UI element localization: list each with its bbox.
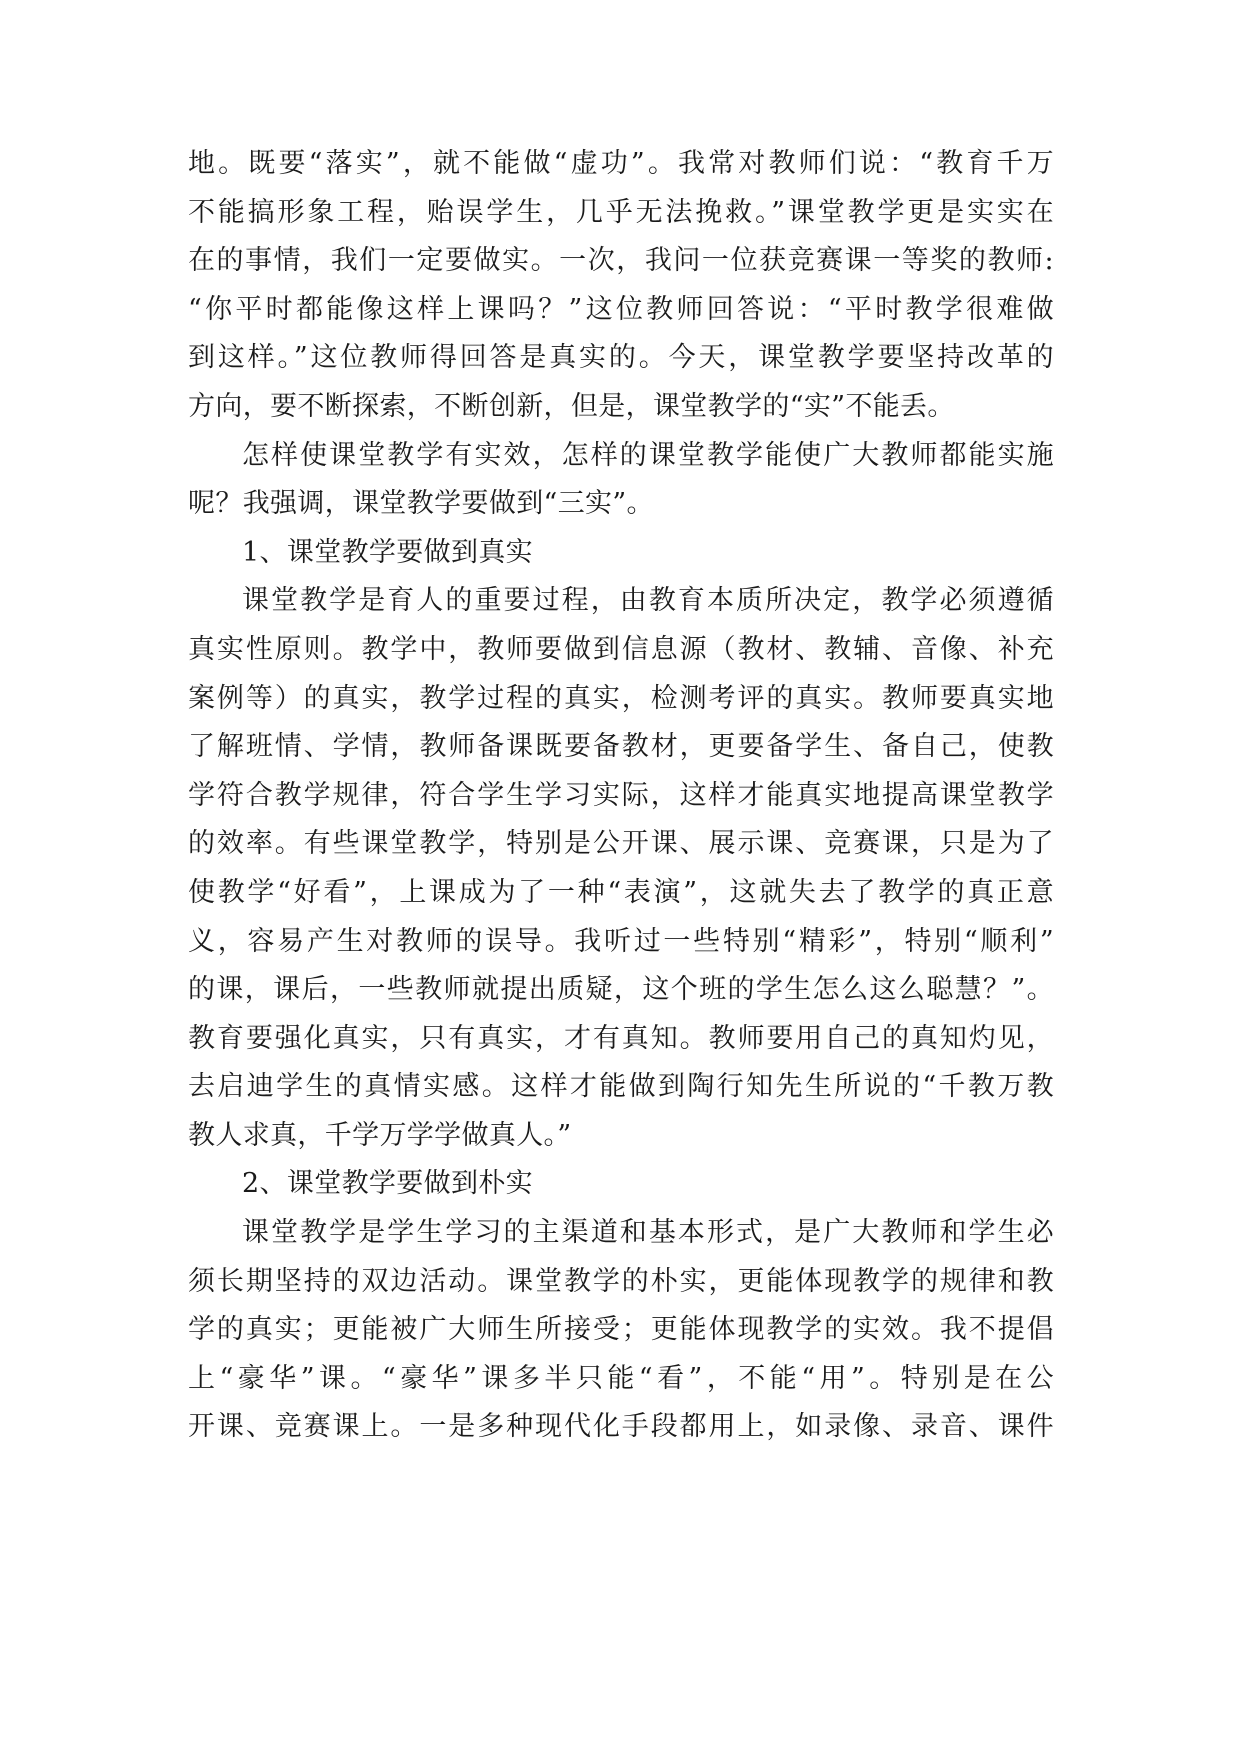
text-line: 的课，课后，一些教师就提出质疑，这个班的学生怎么这么聪慧？”。 [188,974,1054,1006]
text-line: 到这样。”这位教师得回答是真实的。今天，课堂教学要坚持改革的 [188,342,1054,374]
text-line: 开课、竞赛课上。一是多种现代化手段都用上，如录像、录音、课件 [188,1411,1054,1443]
text-line: 义，容易产生对教师的误导。我听过一些特别“精彩”，特别“顺利” [188,925,1054,957]
text-line: 怎样使课堂教学有实效，怎样的课堂教学能使广大教师都能实施 [242,439,1054,471]
text-line: 在的事情，我们一定要做实。一次，我问一位获竞赛课一等奖的教师: [188,245,1054,277]
text-line: 教育要强化真实，只有真实，才有真知。教师要用自己的真知灼见， [188,1022,1054,1054]
section-heading: 1、课堂教学要做到真实 [242,536,534,568]
text-line: 的效率。有些课堂教学，特别是公开课、展示课、竞赛课，只是为了 [188,828,1054,860]
text-line: 课堂教学是育人的重要过程，由教育本质所决定，教学必须遵循 [242,585,1054,617]
text-line: 呢？我强调，课堂教学要做到“三实”。 [188,488,654,520]
text-line: 上“豪华”课。“豪华”课多半只能“看”，不能“用”。特别是在公 [188,1362,1054,1394]
text-line: 使教学“好看”，上课成为了一种“表演”，这就失去了教学的真正意 [188,876,1054,908]
text-line: 不能搞形象工程，贻误学生，几乎无法挽救。”课堂教学更是实实在 [188,196,1054,228]
text-line: “你平时都能像这样上课吗？”这位教师回答说：“平时教学很难做 [188,293,1054,325]
text-line: 了解班情、学情，教师备课既要备教材，更要备学生、备自己，使教 [188,731,1054,763]
section-heading: 2、课堂教学要做到朴实 [242,1168,534,1200]
text-line: 地。既要“落实”，就不能做“虚功”。我常对教师们说：“教育千万 [188,148,1054,179]
text-line: 学符合教学规律，符合学生学习实际，这样才能真实地提高课堂教学 [188,779,1054,811]
text-line: 去启迪学生的真情实感。这样才能做到陶行知先生所说的“千教万教 [188,1071,1054,1103]
text-line: 学的真实；更能被广大师生所接受；更能体现教学的实效。我不提倡 [188,1314,1054,1346]
text-line: 案例等）的真实，教学过程的真实，检测考评的真实。教师要真实地 [188,682,1054,714]
text-line: 教人求真，千学万学学做真人。” [188,1119,572,1151]
text-line: 方向，要不断探索，不断创新，但是，课堂教学的“实”不能丢。 [188,390,955,422]
body-text [188,140,1054,1452]
text-line: 课堂教学是学生学习的主渠道和基本形式，是广大教师和学生必 [242,1217,1054,1249]
text-line: 须长期坚持的双边活动。课堂教学的朴实，更能体现教学的规律和教 [188,1265,1054,1297]
text-line: 真实性原则。教学中，教师要做到信息源（教材、教辅、音像、补充 [188,633,1054,665]
